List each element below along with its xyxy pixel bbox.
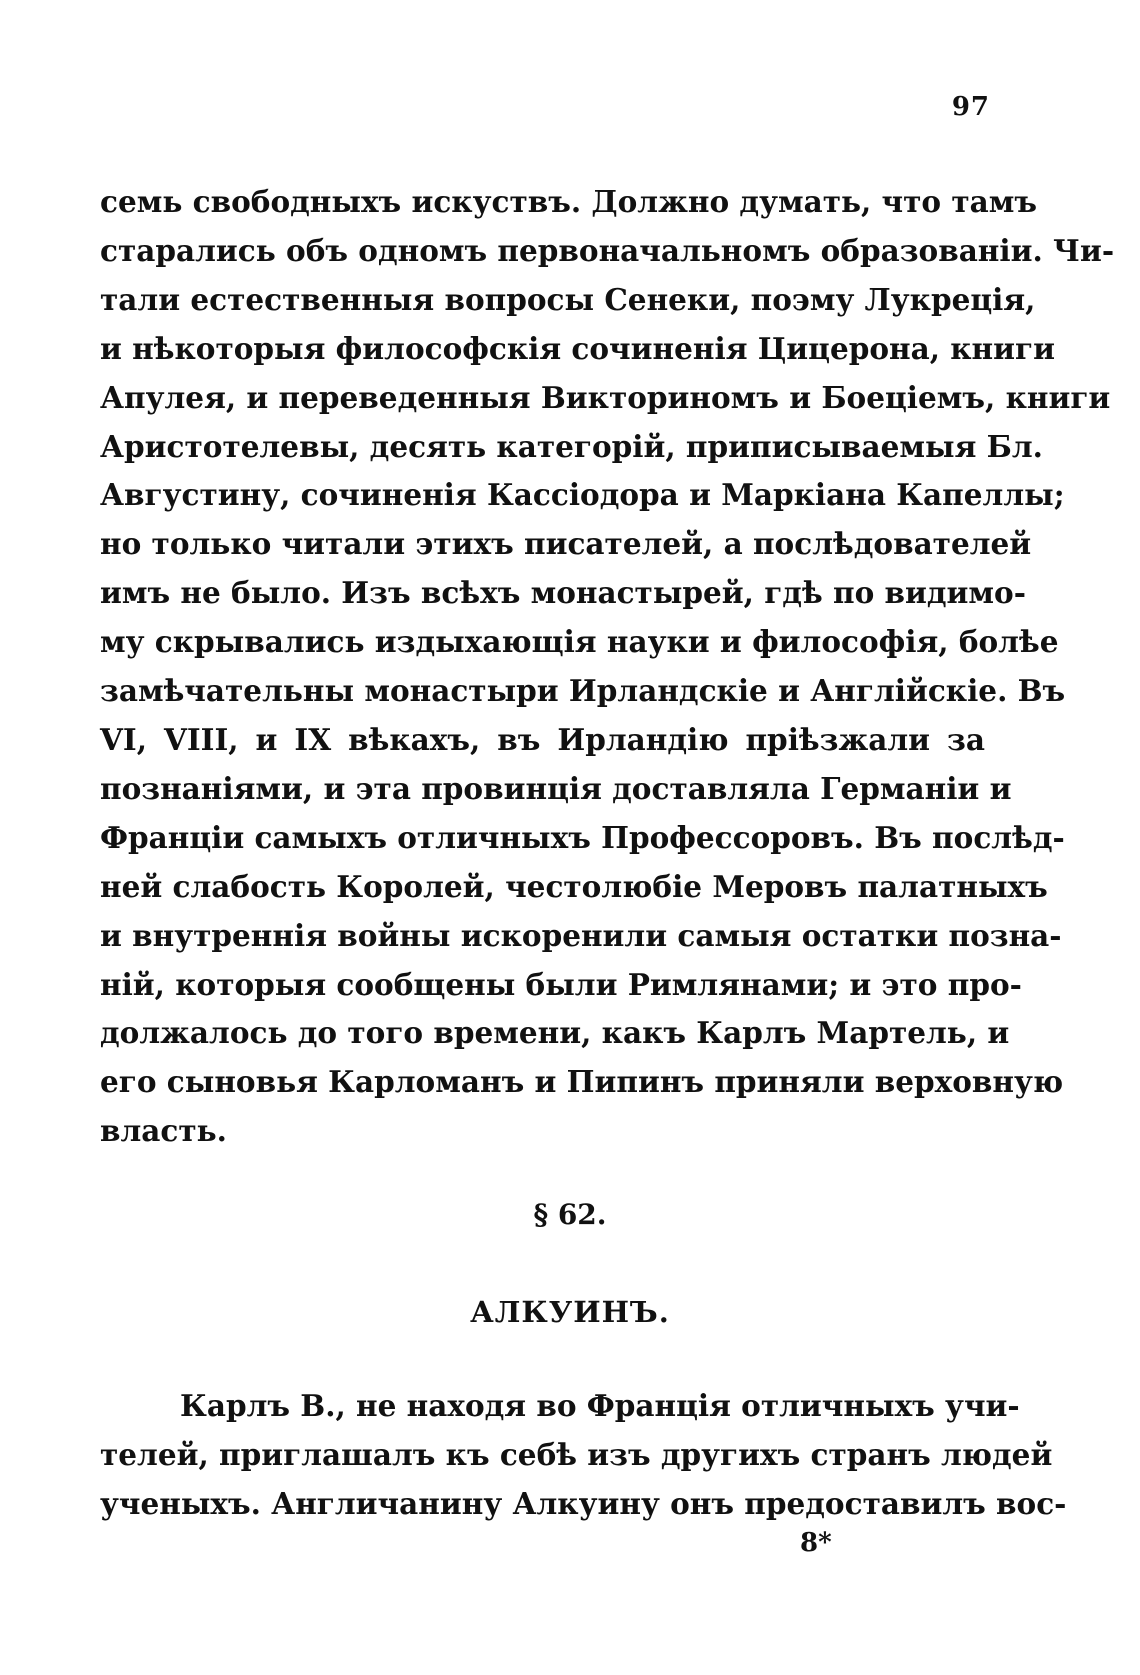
text-line: Аристотелевы, десять категорій, приписываемыя Бл.: [100, 428, 1043, 464]
text-line: замѣчательны монастыри Ирландскіе и Англійскіе. Въ: [100, 673, 1066, 709]
text-line: телей, приглашалъ къ себѣ изъ другихъ странъ людей: [100, 1436, 1053, 1472]
text-line: Августину, сочиненія Кассіодора и Маркіана Капеллы;: [100, 477, 1065, 513]
text-line: ней слабость Королей, честолюбіе Меровъ палатныхъ: [100, 868, 1048, 904]
text-line: власть.: [100, 1113, 227, 1149]
text-line: Апулея, и переведенныя Викториномъ и Боеціемъ, книги: [100, 379, 1111, 415]
text-line: семь свободныхъ искуствъ. Должно думать, что тамъ: [100, 184, 1038, 219]
text-line: его сыновья Карломанъ и Пипинъ приняли верховную: [100, 1064, 1064, 1100]
text-line: познаніями, и эта провинція доставляла Германіи и: [100, 770, 1012, 806]
text-line: но только читали этихъ писателей, а послѣдователей: [100, 526, 1032, 562]
text-line: и нѣкоторыя философскія сочиненія Цицерона, книги: [100, 330, 1055, 366]
text-line: и внутреннія войны искоренили самыя остатки позна-: [100, 917, 1062, 953]
text-line: VI, VIII, и IX вѣкахъ, въ Ирландію пріѣзжали за: [100, 721, 985, 757]
text-line: ученыхъ. Англичанину Алкуину онъ предоставилъ вос-: [100, 1485, 1067, 1521]
section-number: § 62.: [533, 1198, 607, 1231]
signature-mark: 8*: [800, 1528, 832, 1558]
text-line: должалось до того времени, какъ Карлъ Мартель, и: [100, 1015, 1010, 1051]
text-line: Карлъ В., не находя во Франція отличныхъ учи-: [180, 1388, 1020, 1423]
text-line: Франціи самыхъ отличныхъ Профессоровъ. Въ послѣд-: [100, 819, 1065, 855]
page-number: 97: [951, 92, 990, 122]
paragraph-1: [100, 178, 1115, 1156]
text-line: му скрывались издыхающія науки и философія, болѣе: [100, 624, 1059, 660]
paragraph-2: [100, 1382, 1067, 1529]
text-line: тали естественныя вопросы Сенеки, поэму Лукреція,: [100, 281, 1036, 317]
text-line: ній, которыя сообщены были Римлянами; и это про-: [100, 966, 1022, 1002]
section-title: АЛКУИНЪ.: [470, 1295, 670, 1329]
text-line: имъ не было. Изъ всѣхъ монастырей, гдѣ по видимо-: [100, 575, 1026, 611]
text-line: старались объ одномъ первоначальномъ образованіи. Чи-: [100, 232, 1115, 268]
